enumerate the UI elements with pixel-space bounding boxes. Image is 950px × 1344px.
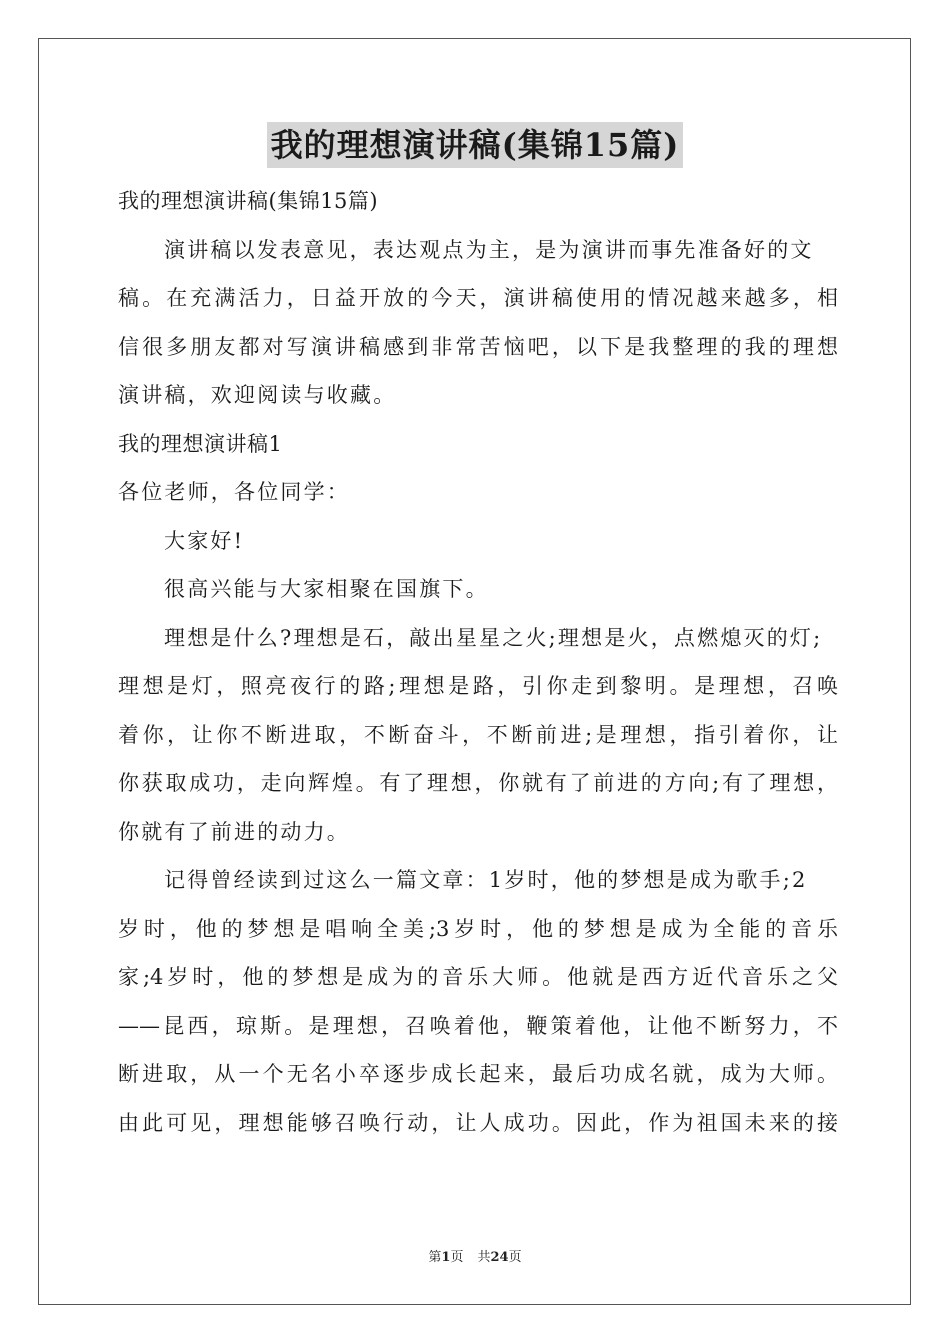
- page-label-suffix: 页: [450, 1250, 464, 1265]
- body-line: 由此可见，理想能够召唤行动，让人成功。因此，作为祖国未来的接: [118, 1110, 838, 1135]
- total-label-prefix: 共: [477, 1250, 491, 1265]
- title-container: [0, 122, 950, 168]
- body-line: 很高兴能与大家相聚在国旗下。: [164, 577, 489, 601]
- body-line: 大家好!: [164, 528, 245, 553]
- body-line: 着你，让你不断进取，不断奋斗，不断前进;是理想，指引着你，让: [118, 722, 838, 747]
- body-line: 家;4岁时，他的梦想是成为的音乐大师。他就是西方近代音乐之父: [118, 965, 838, 989]
- body-line: 演讲稿以发表意见，表达观点为主，是为演讲而事先准备好的文: [164, 237, 814, 262]
- body-line: 你就有了前进的动力。: [118, 819, 350, 844]
- body-line: 你获取成功，走向辉煌。有了理想，你就有了前进的方向;有了理想，: [118, 771, 838, 795]
- document-title: 我的理想演讲稿(集锦15篇): [267, 122, 684, 168]
- body-line: 理想是灯，照亮夜行的路;理想是路，引你走到黎明。是理想，召唤: [118, 674, 838, 698]
- body-line: ——昆西，琼斯。是理想，召唤着他，鞭策着他，让他不断努力，不: [118, 1013, 838, 1038]
- body-line: 我的理想演讲稿1: [118, 431, 283, 456]
- body-line: 岁时，他的梦想是唱响全美;3岁时，他的梦想是成为全能的音乐: [118, 916, 838, 941]
- body-line: 理想是什么?理想是石，敲出星星之火;理想是火，点燃熄灭的灯;: [164, 625, 823, 650]
- body-line: 演讲稿，欢迎阅读与收藏。: [118, 383, 397, 407]
- body-line: 稿。在充满活力，日益开放的今天，演讲稿使用的情况越来越多，相: [118, 286, 838, 310]
- page-footer: [0, 1246, 950, 1265]
- page-label-prefix: 第: [428, 1250, 442, 1265]
- page-number: 1: [441, 1250, 451, 1265]
- body-line: 记得曾经读到过这么一篇文章：1岁时，他的梦想是成为歌手;2: [164, 868, 808, 892]
- body-line: 断进取，从一个无名小卒逐步成长起来，最后功成名就，成为大师。: [118, 1062, 838, 1086]
- body-line: 我的理想演讲稿(集锦15篇): [118, 189, 379, 213]
- total-pages: 24: [490, 1250, 509, 1265]
- total-label-suffix: 页: [508, 1250, 522, 1265]
- document-body: [118, 177, 838, 1147]
- body-line: 各位老师，各位同学：: [118, 480, 350, 504]
- body-line: 信很多朋友都对写演讲稿感到非常苦恼吧，以下是我整理的我的理想: [118, 334, 838, 359]
